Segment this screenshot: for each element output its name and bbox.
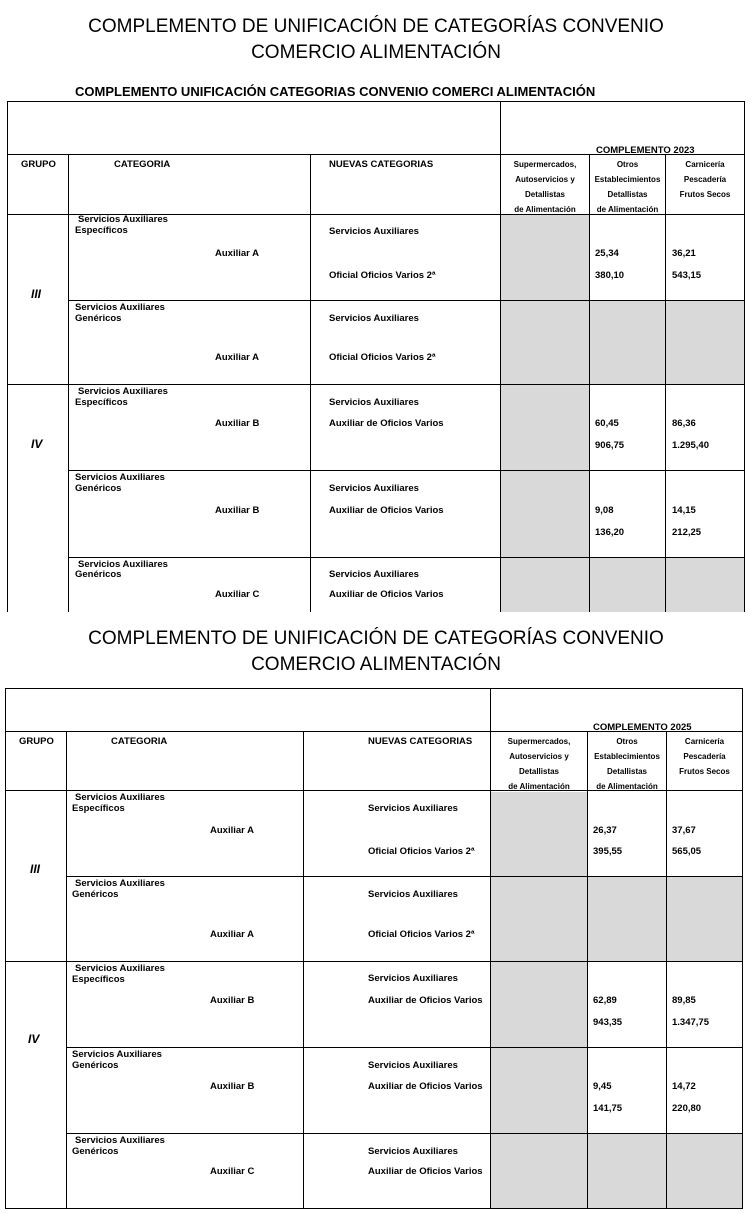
category-type: Genéricos [75,483,122,494]
supermercados-header: Supermercados, Autoservicios y Detallistas de Alimentación [513,160,577,214]
carniceria-header: Carnicería Pescadería Frutos Secos [679,737,730,776]
page-title: COMPLEMENTO DE UNIFICACIÓN DE CATEGORÍAS CONVENIO COMERCIO ALIMENTACIÓN [88,628,664,675]
page-title: COMPLEMENTO DE UNIFICACIÓN DE CATEGORÍAS CONVENIO COMERCIO ALIMENTACIÓN [88,16,664,63]
category-name: Servicios Auxiliares [72,1049,162,1060]
new-category: Auxiliar de Oficios Varios [368,995,483,1006]
carniceria-value: 86,36 [672,418,696,429]
otros-value: 60,45 [595,418,619,429]
new-category: Servicios Auxiliares [368,889,458,900]
category-level: Auxiliar C [215,589,260,600]
otros-establecimientos-header: Otros Establecimientos Detallistas de Alimentación [594,737,660,791]
carniceria-value: 14,72 [672,1081,696,1092]
new-category: Oficial Oficios Varios 2ª [329,352,436,363]
new-category: Auxiliar de Oficios Varios [368,1166,483,1177]
carniceria-value: 36,21 [672,248,696,259]
category-level: Auxiliar C [210,1166,255,1177]
group-label: III [30,862,41,876]
category-name: Servicios Auxiliares [75,792,165,803]
category-level: Auxiliar A [215,248,259,259]
complemento-year-header: COMPLEMENTO 2025 [593,722,692,733]
category-name: Servicios Auxiliares [75,472,165,483]
category-type: Genéricos [72,889,119,900]
carniceria-value: 220,80 [672,1103,702,1114]
category-name: Servicios Auxiliares [75,963,165,974]
category-level: Auxiliar B [210,1081,255,1092]
category-type: Genéricos [72,1146,119,1157]
carniceria-value: 1.347,75 [672,1017,709,1028]
otros-establecimientos-header: Otros Establecimientos Detallistas de Alimentación [594,160,661,214]
otros-value: 136,20 [595,527,625,538]
category-name: Servicios Auxiliares [78,559,168,570]
otros-value: 25,34 [595,248,619,259]
otros-value: 943,35 [593,1017,623,1028]
carniceria-header: Carnicería Pescadería Frutos Secos [679,160,731,199]
group-label: III [31,287,42,301]
category-level: Auxiliar B [210,995,255,1006]
category-name: Servicios Auxiliares [78,214,168,225]
new-category: Servicios Auxiliares [329,313,419,324]
otros-value: 9,45 [593,1081,612,1092]
new-category: Auxiliar de Oficios Varios [329,589,444,600]
category-type: Específicos [72,974,125,985]
new-category: Servicios Auxiliares [368,973,458,984]
otros-value: 395,55 [593,846,623,857]
nuevas-categorias-header: NUEVAS CATEGORIAS [329,159,434,170]
new-category: Auxiliar de Oficios Varios [329,505,444,516]
otros-value: 26,37 [593,825,617,836]
new-category: Auxiliar de Oficios Varios [368,1081,483,1092]
grupo-header: GRUPO [21,159,56,170]
nuevas-categorias-header: NUEVAS CATEGORIAS [368,736,473,747]
categoria-header: CATEGORIA [111,736,168,747]
grupo-header: GRUPO [19,736,54,747]
new-category: Servicios Auxiliares [329,397,419,408]
new-category: Servicios Auxiliares [368,803,458,814]
carniceria-value: 543,15 [672,270,702,281]
category-level: Auxiliar A [215,352,259,363]
otros-value: 62,89 [593,995,617,1006]
category-type: Genéricos [75,313,122,324]
new-category: Oficial Oficios Varios 2ª [368,846,475,857]
otros-value: 906,75 [595,440,625,451]
category-type: Específicos [75,397,128,408]
carniceria-value: 89,85 [672,995,696,1006]
category-name: Servicios Auxiliares [75,1135,165,1146]
carniceria-value: 565,05 [672,846,702,857]
carniceria-value: 212,25 [672,527,702,538]
category-name: Servicios Auxiliares [75,302,165,313]
table-subtitle: COMPLEMENTO UNIFICACIÓN CATEGORIAS CONVENIO COMERCI ALIMENTACIÓN [75,84,596,99]
category-level: Auxiliar B [215,505,260,516]
category-level: Auxiliar B [215,418,260,429]
new-category: Oficial Oficios Varios 2ª [368,929,475,940]
category-name: Servicios Auxiliares [78,386,168,397]
group-label: IV [28,1032,40,1046]
group-label: IV [31,437,43,451]
carniceria-value: 14,15 [672,505,696,516]
otros-value: 380,10 [595,270,625,281]
new-category: Servicios Auxiliares [368,1146,458,1157]
new-category: Auxiliar de Oficios Varios [329,418,444,429]
category-level: Auxiliar A [210,929,254,940]
category-level: Auxiliar A [210,825,254,836]
carniceria-value: 1.295,40 [672,440,709,451]
carniceria-value: 37,67 [672,825,696,836]
otros-value: 9,08 [595,505,614,516]
category-type: Específicos [75,225,128,236]
category-name: Servicios Auxiliares [75,878,165,889]
new-category: Servicios Auxiliares [329,569,419,580]
otros-value: 141,75 [593,1103,623,1114]
category-type: Genéricos [72,1060,119,1071]
new-category: Servicios Auxiliares [329,483,419,494]
complemento-year-header: COMPLEMENTO 2023 [596,145,695,156]
new-category: Servicios Auxiliares [329,226,419,237]
new-category: Servicios Auxiliares [368,1060,458,1071]
categoria-header: CATEGORIA [114,159,171,170]
category-type: Específicos [72,803,125,814]
supermercados-header: Supermercados, Autoservicios y Detallistas de Alimentación [507,737,571,791]
new-category: Oficial Oficios Varios 2ª [329,270,436,281]
category-type: Genéricos [75,569,122,580]
